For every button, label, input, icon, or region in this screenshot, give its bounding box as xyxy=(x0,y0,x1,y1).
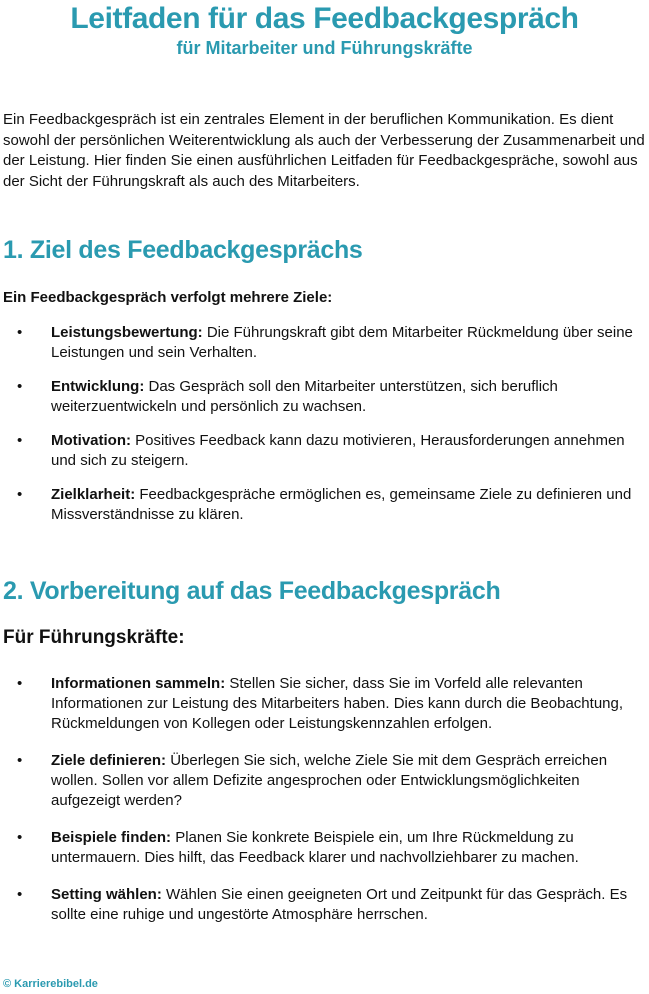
item-label: Setting wählen: xyxy=(51,886,162,903)
section-lead-fuehrungskraefte: Für Führungskräfte: xyxy=(3,627,185,648)
goal-list xyxy=(0,323,649,525)
list-item xyxy=(0,431,649,471)
page-subtitle: für Mitarbeiter und Führungskräfte xyxy=(176,38,473,58)
page-title: Leitfaden für das Feedbackgespräch xyxy=(70,2,579,35)
bullet-icon: • xyxy=(17,675,23,692)
item-text: Das Gespräch soll den Mitarbeiter unterstützen, sich beruflich weiterzuentwickeln und persönlich zu wachsen. xyxy=(51,378,558,415)
item-label: Motivation: xyxy=(51,432,131,449)
preparation-list xyxy=(0,674,649,925)
list-item xyxy=(0,485,649,525)
intro-paragraph: Ein Feedbackgespräch ist ein zentrales Element in der beruflichen Kommunikation. Es dient sowohl der persönlichen Weiterentwicklung als auch der Verbesserung der Zusammenarbeit und der Leistung. Hier finden Sie einen ausführlichen Leitfaden für Feedbackgespräche, sowohl aus der Sicht der Führungskraft als auch des Mitarbeiters. xyxy=(3,111,645,190)
bullet-icon: • xyxy=(17,324,23,341)
item-text: Wählen Sie einen geeigneten Ort und Zeitpunkt für das Gespräch. Es sollte eine ruhige und ungestörte Atmosphäre herrschen. xyxy=(51,886,628,923)
list-item xyxy=(0,323,649,363)
bullet-icon: • xyxy=(17,486,23,503)
item-label: Entwicklung: xyxy=(51,378,145,395)
item-label: Informationen sammeln: xyxy=(51,675,226,692)
list-item xyxy=(0,828,649,868)
list-item xyxy=(0,377,649,417)
section-lead-ziel: Ein Feedbackgespräch verfolgt mehrere Ziele: xyxy=(3,289,333,306)
section-heading-ziel: 1. Ziel des Feedbackgesprächs xyxy=(3,236,363,264)
section-heading-vorbereitung: 2. Vorbereitung auf das Feedbackgespräch xyxy=(3,577,501,605)
item-label: Zielklarheit: xyxy=(51,486,136,503)
item-text: Positives Feedback kann dazu motivieren, Herausforderungen annehmen und sich zu steigern. xyxy=(51,432,625,469)
item-text: Stellen Sie sicher, dass Sie im Vorfeld alle relevanten Informationen zur Leistung des Mitarbeiters haben. Dies kann durch die Beobachtung, Rückmeldungen von Kollegen oder Leistungskennzahlen erfolgen. xyxy=(51,675,624,732)
bullet-icon: • xyxy=(17,886,23,903)
item-text: Überlegen Sie sich, welche Ziele Sie mit dem Gespräch erreichen wollen. Sollen vor allem Defizite angesprochen oder Entwicklungsmöglichkeiten aufgezeigt werden? xyxy=(51,752,608,809)
bullet-icon: • xyxy=(17,752,23,769)
item-text: Feedbackgespräche ermöglichen es, gemeinsame Ziele zu definieren und Missverständnisse zu klären. xyxy=(51,486,632,523)
bullet-icon: • xyxy=(17,378,23,395)
list-item xyxy=(0,751,649,811)
list-item xyxy=(0,674,649,734)
item-label: Leistungsbewertung: xyxy=(51,324,203,341)
bullet-icon: • xyxy=(17,432,23,449)
item-label: Ziele definieren: xyxy=(51,752,167,769)
item-label: Beispiele finden: xyxy=(51,829,172,846)
copyright-footer: © Karrierebibel.de xyxy=(3,978,98,990)
item-text: Planen Sie konkrete Beispiele ein, um Ihre Rückmeldung zu untermauern. Dies hilft, das Feedback klarer und nachvollziehbarer zu machen. xyxy=(51,829,579,866)
list-item xyxy=(0,885,649,925)
item-text: Die Führungskraft gibt dem Mitarbeiter Rückmeldung über seine Leistungen und sein Verhalten. xyxy=(51,324,633,361)
bullet-icon: • xyxy=(17,829,23,846)
